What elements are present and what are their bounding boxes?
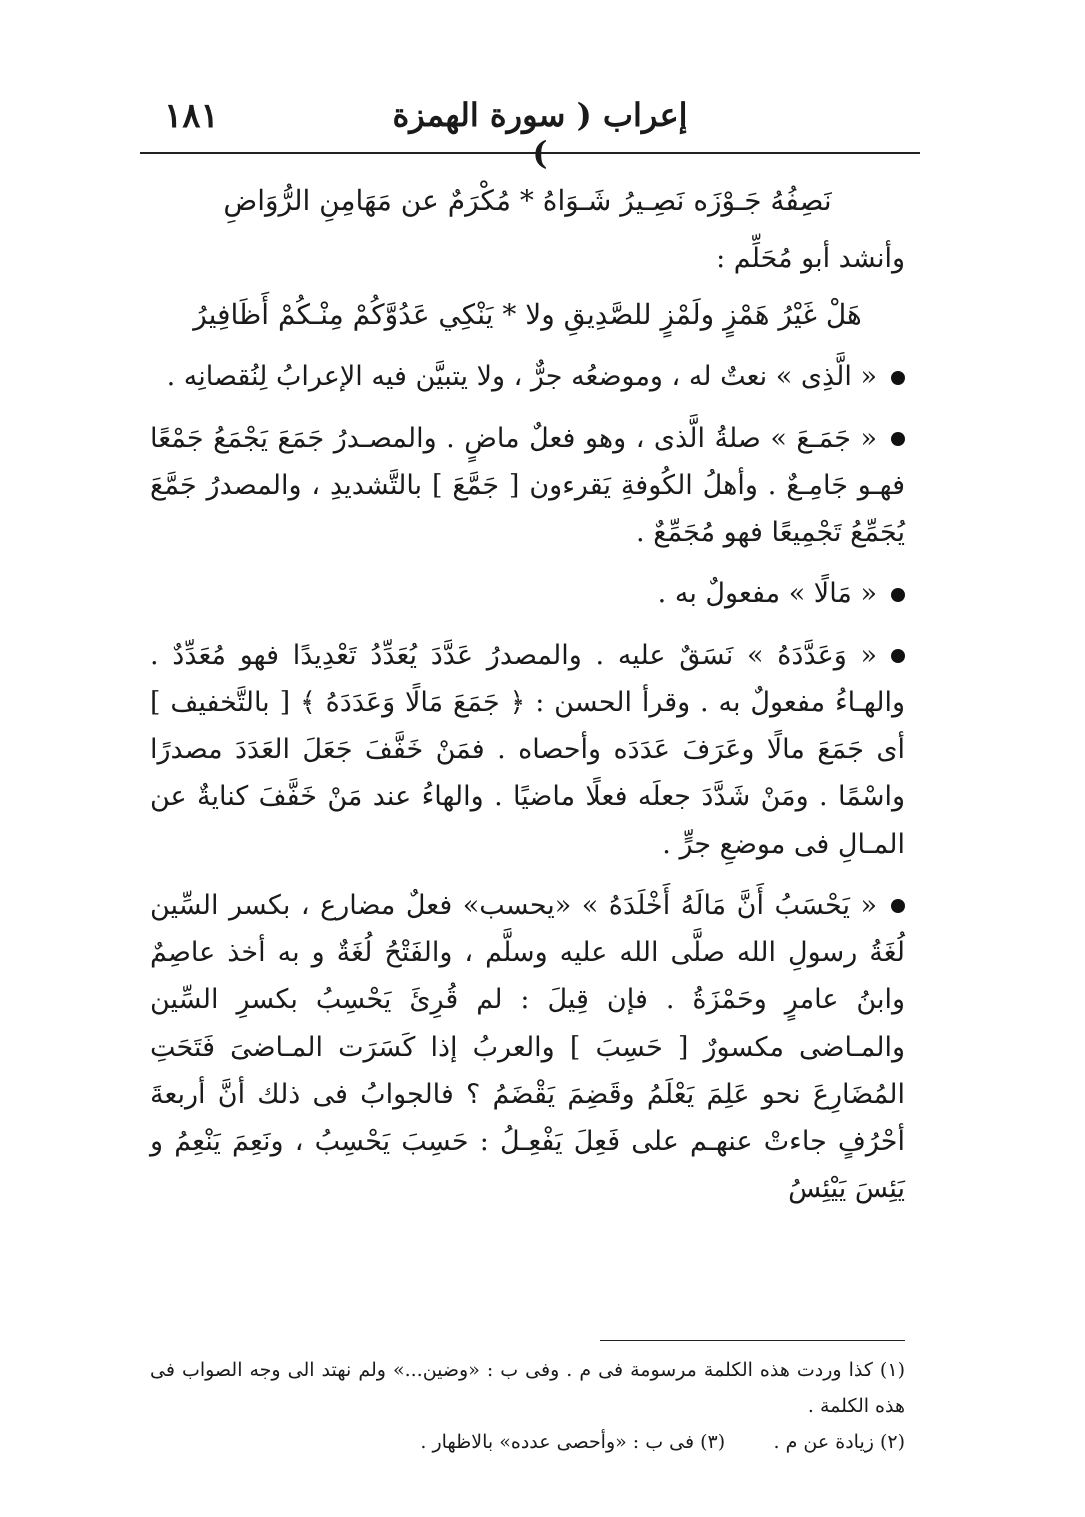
poetry-verse-1: نَصِفُهُ جَـوْزَه نَصِـيرُ شَـوَاهُ * مُكْرَمٌ عن مَهَامِنِ الرُّوَاضِ xyxy=(223,184,832,217)
footnote-1: (١) كذا وردت هذه الكلمة مرسومة فى م . وفى ب : «وضين...» ولم نهتد الى وجه الصواب فى هذه الكلمة . xyxy=(150,1359,905,1418)
footnote-line-2 xyxy=(150,1424,905,1460)
footnote-3: (٣) فى ب : «وأحصى عدده» بالاظهار . xyxy=(420,1431,726,1454)
footnote-2: (٢) زيادة عن م . xyxy=(773,1431,905,1454)
entry-text: « مَالًا » مفعولٌ به . xyxy=(657,578,877,610)
grammar-entry xyxy=(150,882,905,1213)
bullet-icon xyxy=(891,899,905,913)
entry-text: « جَمَـعَ » صلةُ الَّذى ، وهو فعلٌ ماضٍ . والمصـدرُ جَمَعَ يَجْمَعُ جَمْعًا فهـو جَامِـعٌ . وأهلُ الكُوفةِ يَقرءون [ جَمَّعَ ] بالتَّشديدِ ، والمصدرُ جَمَّعَ يُجَمِّعُ تَجْمِيعًا فهو مُجَمِّعٌ . xyxy=(150,422,905,548)
main-text xyxy=(150,170,905,1221)
footnote-divider xyxy=(600,1340,905,1341)
page-header xyxy=(140,92,920,172)
footnotes xyxy=(150,1352,905,1460)
bullet-icon xyxy=(891,432,905,446)
entry-text: « وَعَدَّدَهُ » نَسَقٌ عليه . والمصدرُ عَدَّدَ يُعَدِّدُ تَعْدِيدًا فهو مُعَدِّدٌ . والهـاءُ مفعولٌ به . وقرأ الحسن : ﴿ جَمَعَ مَالًا وَعَدَدَهُ ﴾ [ بالتَّخفيف ] أى جَمَعَ مالًا وعَرَفَ عَدَدَه وأحصاه . فمَنْ خَفَّفَ جَعَلَ العَدَدَ مصدرًا واسْمًا . ومَنْ شَدَّدَ جعلَه فعلًا ماضيًا . والهاءُ عند مَنْ خَفَّفَ كنايةٌ عن المـالِ فى موضعِ جرٍّ . xyxy=(150,639,906,860)
poetry-introduction: وأنشد أبو مُحَلِّم : xyxy=(716,243,905,274)
grammar-entry xyxy=(150,570,905,617)
entry-text: « يَحْسَبُ أَنَّ مَالَهُ أَخْلَدَهُ » «يحسب» فعلٌ مضارع ، بكسر السِّين لُغَةُ رسولِ الله صلَّى الله عليه وسلَّم ، والفَتْحُ لُغَةٌ و به أخذ عاصِمٌ وابنُ عامرٍ وحَمْزَةُ . فإن قِيلَ : لم قُرِئَ يَحْسِبُ بكسرِ السِّين والمـاضى مكسورٌ [ حَسِبَ ] والعربُ إذا كَسَرَت المـاضىَ فَتَحَتِ المُضَارِعَ نحو عَلِمَ يَعْلَمُ وقَضِمَ يَقْضَمُ ؟ فالجوابُ فى ذلك أنَّ أربعةَ أحْرُفٍ جاءتْ عنهـم على فَعِلَ يَفْعِـلُ : حَسِبَ يَحْسِبُ ، ونَعِمَ يَنْعِمُ و يَئِسَ يَيْئِسُ xyxy=(150,889,905,1205)
grammar-entry xyxy=(150,415,905,557)
grammar-entry xyxy=(150,632,905,868)
entry-text: « الَّذِى » نعتٌ له ، وموضعُه جرٌّ ، ولا يتبيَّن فيه الإعرابُ لِنُقصانِه . xyxy=(166,361,877,393)
poetry-verse-2: هَلْ غَيْرُ هَمْزٍ ولَمْزٍ للصَّدِيقِ ولا * يَنْكِي عَدُوَّكُمْ مِنْـكُمْ أَظَافِيرُ xyxy=(193,298,862,332)
bullet-icon xyxy=(891,588,905,602)
running-title: إعراب ( سورة الهمزة ) xyxy=(392,96,688,172)
page-number: ١٨١ xyxy=(164,96,219,136)
bullet-icon xyxy=(891,649,905,663)
bullet-icon xyxy=(891,371,905,385)
grammar-entry xyxy=(150,353,905,400)
